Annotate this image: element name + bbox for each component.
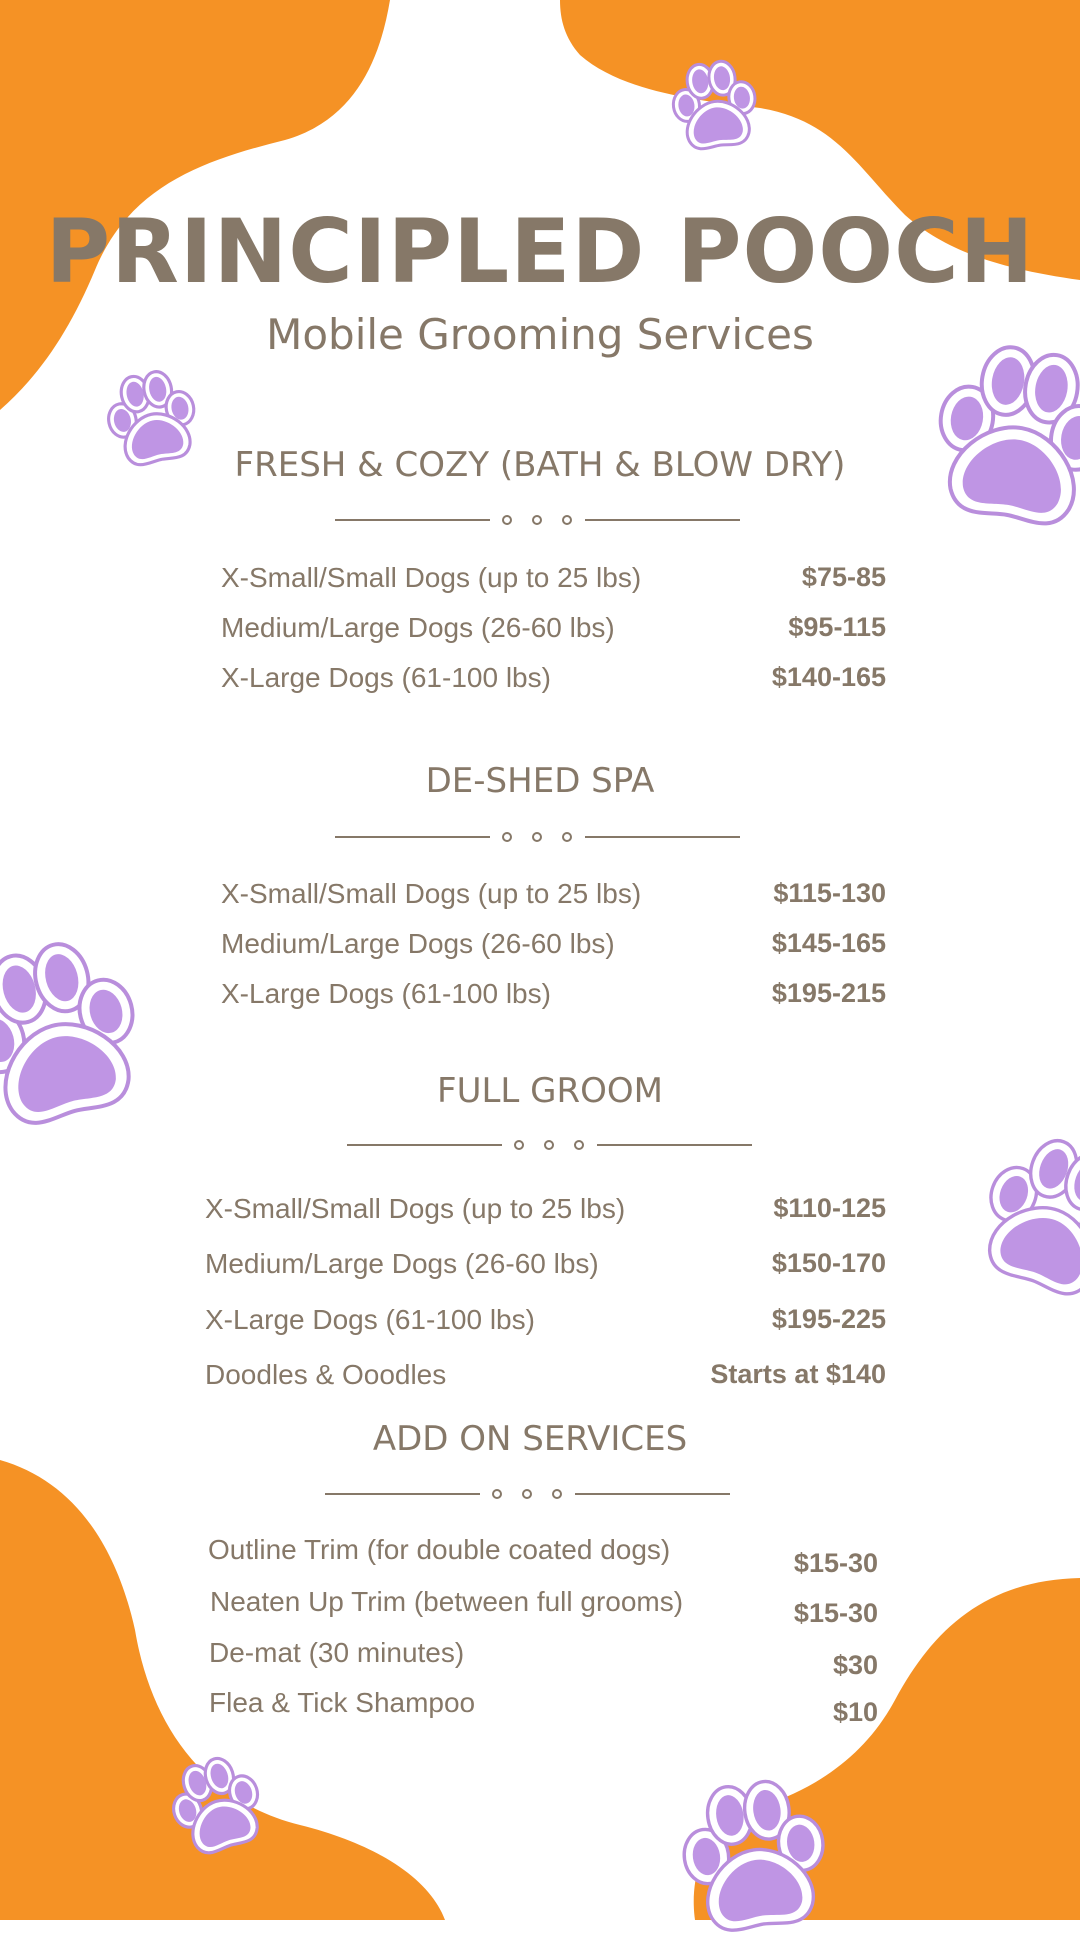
business-subtitle: Mobile Grooming Services bbox=[266, 310, 814, 359]
business-title: PRINCIPLED POOCH bbox=[45, 200, 1035, 303]
service-name: Medium/Large Dogs (26-60 lbs) bbox=[205, 1248, 599, 1279]
service-price: $195-225 bbox=[771, 1304, 886, 1334]
price-row bbox=[208, 1534, 878, 1578]
service-name: X-Large Dogs (61-100 lbs) bbox=[221, 662, 551, 693]
service-price: $30 bbox=[832, 1650, 878, 1680]
service-name: X-Large Dogs (61-100 lbs) bbox=[205, 1304, 535, 1335]
section-title-de-shed-spa: DE-SHED SPA bbox=[425, 761, 655, 801]
price-row bbox=[221, 878, 886, 912]
section-title-add-on-services: ADD ON SERVICES bbox=[372, 1419, 688, 1459]
service-price: $110-125 bbox=[773, 1193, 886, 1223]
price-row bbox=[210, 1586, 878, 1628]
price-row bbox=[205, 1193, 886, 1227]
service-price: $15-30 bbox=[793, 1548, 878, 1578]
service-price: $145-165 bbox=[771, 928, 886, 958]
price-row bbox=[221, 612, 886, 646]
service-name: Medium/Large Dogs (26-60 lbs) bbox=[221, 612, 615, 643]
service-price: $115-130 bbox=[773, 878, 886, 908]
service-price: $150-170 bbox=[771, 1248, 886, 1278]
price-row bbox=[205, 1248, 886, 1282]
price-row bbox=[221, 562, 886, 596]
service-name: Flea & Tick Shampoo bbox=[209, 1687, 476, 1718]
price-row bbox=[209, 1687, 878, 1727]
section-title-fresh-cozy: FRESH & COZY (BATH & BLOW DRY) bbox=[234, 445, 846, 485]
service-name: X-Small/Small Dogs (up to 25 lbs) bbox=[205, 1193, 626, 1224]
price-row bbox=[205, 1359, 886, 1393]
service-price: $195-215 bbox=[771, 978, 886, 1008]
service-price: $75-85 bbox=[801, 562, 886, 592]
price-row bbox=[221, 928, 886, 962]
service-name: De-mat (30 minutes) bbox=[209, 1637, 465, 1668]
service-price: $95-115 bbox=[788, 612, 886, 642]
price-row bbox=[209, 1637, 878, 1680]
service-name: X-Small/Small Dogs (up to 25 lbs) bbox=[221, 562, 642, 593]
section-divider bbox=[335, 510, 745, 530]
section-divider bbox=[347, 1135, 757, 1155]
service-name: X-Small/Small Dogs (up to 25 lbs) bbox=[221, 878, 642, 909]
price-row bbox=[205, 1304, 886, 1338]
section-divider bbox=[335, 827, 745, 847]
section-title-full-groom: FULL GROOM bbox=[437, 1071, 663, 1111]
service-name: Neaten Up Trim (between full grooms) bbox=[210, 1586, 684, 1617]
service-name: X-Large Dogs (61-100 lbs) bbox=[221, 978, 551, 1009]
price-row bbox=[221, 662, 886, 696]
service-price: Starts at $140 bbox=[710, 1359, 886, 1389]
price-row bbox=[221, 978, 886, 1012]
service-name: Medium/Large Dogs (26-60 lbs) bbox=[221, 928, 615, 959]
service-price: $15-30 bbox=[793, 1598, 878, 1628]
service-price: $10 bbox=[832, 1697, 878, 1727]
service-name: Outline Trim (for double coated dogs) bbox=[208, 1534, 671, 1565]
service-price: $140-165 bbox=[771, 662, 886, 692]
section-divider bbox=[325, 1484, 735, 1504]
service-name: Doodles & Ooodles bbox=[205, 1359, 447, 1390]
